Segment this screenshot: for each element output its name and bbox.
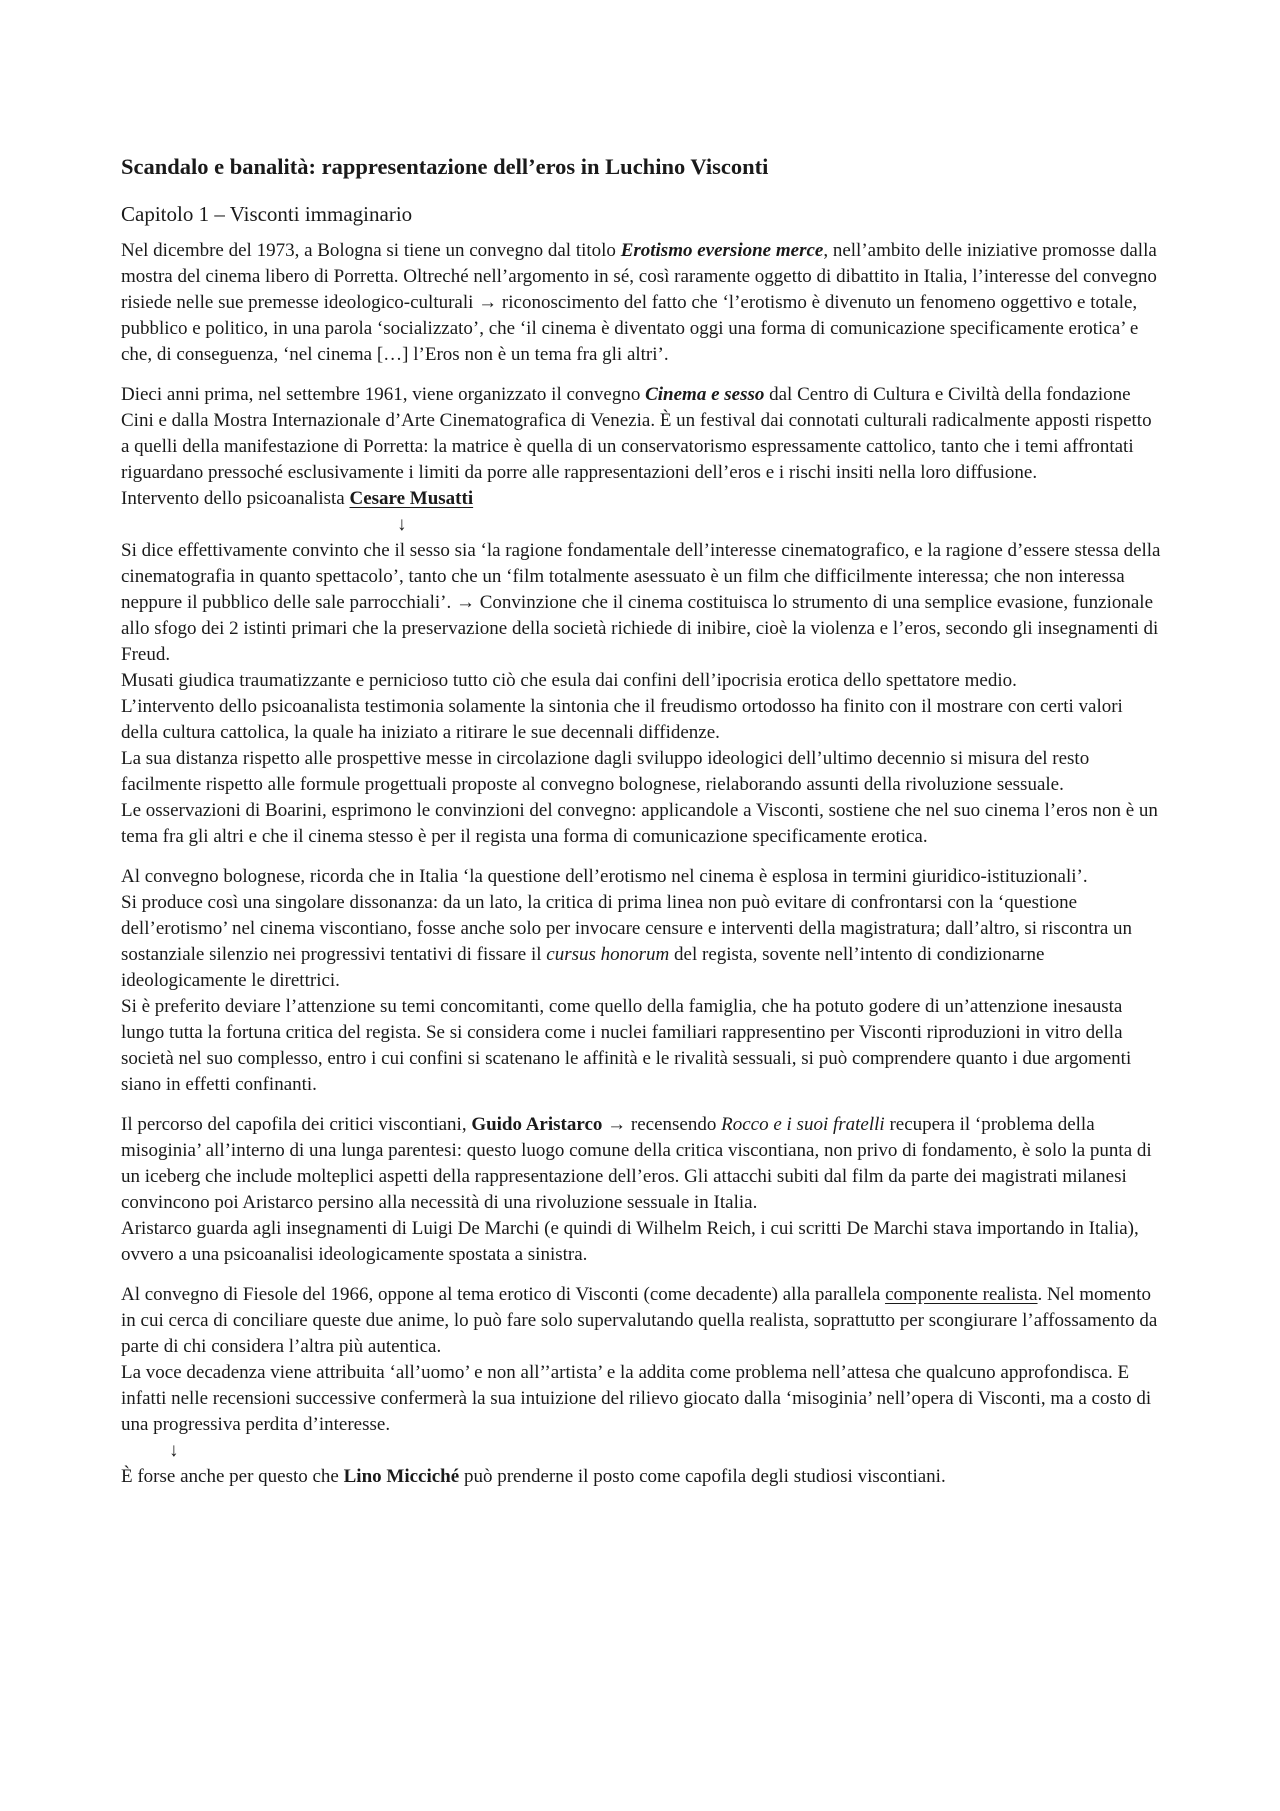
term-componente-realista: componente realista	[885, 1284, 1038, 1305]
conference-title-erotismo: Erotismo eversione merce	[620, 240, 824, 261]
down-arrow-icon-2: ↓	[169, 1440, 179, 1461]
paragraph-1: Nel dicembre del 1973, a Bologna si tiene un convegno dal titolo Erotismo eversione merce, nell’ambito delle iniziative promosse dalla mostra del cinema libero di Porretta. Oltreché nell’argomento in sé, così raramente oggetto di dibattito in Italia, l’interesse del convegno risiede nelle sue premesse ideologico-culturali → riconoscimento del fatto che ‘l’erotismo è divenuto un fenomeno oggettivo e totale, pubblico e politico, in una parola ‘socializzato’, che ‘il cinema è diventato oggi una forma di comunicazione specificamente erotica’ e che, di conseguenza, ‘nel cinema […] l’Eros non è un tema fra gli altri’.	[121, 240, 1157, 365]
paragraph-7: La sua distanza rispetto alle prospettive messe in circolazione dagli sviluppo ideologici dell’ultimo decennio si misura del resto facilmente rispetto alle formule progettuali proposte al convegno bolognese, rielaborando assunti della rivoluzione sessuale.	[121, 748, 1090, 795]
document-title: Scandalo e banalità: rappresentazione dell’eros in Luchino Visconti	[121, 154, 769, 179]
paragraph-15: La voce decadenza viene attribuita ‘all’uomo’ e non all’’artista’ e la addita come problema nell’attesa che qualcuno approfondisca. E infatti nelle recensioni successive confermerà la sua intuizione del rilievo giocato dalla ‘misoginia’ nell’opera di Visconti, ma a costo di una progressiva perdita d’interesse.	[121, 1362, 1152, 1435]
paragraph-9: Al convegno bolognese, ricorda che in Italia ‘la questione dell’erotismo nel cinema è esplosa in termini giuridico-istituzionali’.	[121, 866, 1088, 887]
paragraph-2: Dieci anni prima, nel settembre 1961, viene organizzato il convegno Cinema e sesso dal Centro di Cultura e Civiltà della fondazione Cini e dalla Mostra Internazionale d’Arte Cinematografica di Venezia. È un festival dai connotati culturali radicalmente apposti rispetto a quelli della manifestazione di Porretta: la matrice è quella di un conservatorismo espressamente cattolico, tanto che i temi affrontati riguardano pressoché esclusivamente i limiti da porre alle rappresentazioni dell’eros e i rischi insiti nella loro diffusione.	[121, 384, 1152, 483]
name-guido-aristarco: Guido Aristarco	[471, 1114, 603, 1135]
paragraph-10: Si produce così una singolare dissonanza: da un lato, la critica di prima linea non può evitare di confrontarsi con la ‘questione dell’erotismo’ nel cinema viscontiano, fosse anche solo per invocare censure e interventi della magistratura; dall’altro, si riscontra un sostanziale silenzio nei progressivi tentativi di fissare il cursus honorum del regista, sovente nell’intento di condizionarne ideologicamente le direttrici.	[121, 892, 1133, 991]
term-cursus-honorum: cursus honorum	[546, 944, 670, 965]
film-title-rocco: Rocco e i suoi fratelli	[721, 1114, 885, 1135]
paragraph-14: Al convegno di Fiesole del 1966, oppone al tema erotico di Visconti (come decadente) alla parallela componente realista. Nel momento in cui cerca di conciliare queste due anime, lo può fare solo supervalutando quella realista, soprattutto per scongiurare l’affossamento da parte di chi considera l’altra più autentica.	[121, 1284, 1158, 1357]
paragraph-4: Si dice effettivamente convinto che il sesso sia ‘la ragione fondamentale dell’interesse cinematografico, e la ragione d’essere stessa della cinematografia in quanto spettacolo’, tanto che un ‘film totalmente asessuato è un film che difficilmente interessa; che non interessa neppure il pubblico delle sale parrocchiali’. → Convinzione che il cinema costituisca lo strumento di una semplice evasione, funzionale allo sfogo dei 2 istinti primari che la preservazione della società richiede di inibire, cioè la violenza e l’eros, secondo gli insegnamenti di Freud.	[121, 540, 1161, 665]
paragraph-16: È forse anche per questo che Lino Micciché può prenderne il posto come capofila degli studiosi viscontiani.	[121, 1466, 946, 1487]
name-lino-micciche: Lino Micciché	[343, 1466, 460, 1487]
paragraph-5: Musati giudica traumatizzante e pernicioso tutto ciò che esula dai confini dell’ipocrisia erotica dello spettatore medio.	[121, 670, 1017, 691]
document-body	[121, 152, 1161, 1490]
name-cesare-musatti: Cesare Musatti	[349, 488, 474, 509]
paragraph-6: L’intervento dello psicoanalista testimonia solamente la sintonia che il freudismo ortodosso ha finito con il mostrare con certi valori della cultura cattolica, la quale ha iniziato a ritirare le sue decennali diffidenze.	[121, 696, 1123, 743]
down-arrow-icon: ↓	[397, 514, 407, 535]
paragraph-12: Il percorso del capofila dei critici viscontiani, Guido Aristarco → recensendo Rocco e i suoi fratelli recupera il ‘problema della misoginia’ all’interno di una lunga parentesi: questo luogo comune della critica viscontiana, non privo di fondamento, è solo la punta di un iceberg che include molteplici aspetti della rappresentazione dell’eros. Gli attacchi subiti dal film da parte dei magistrati milanesi convincono poi Aristarco persino alla necessità di una rivoluzione sessuale in Italia.	[121, 1114, 1152, 1213]
paragraph-11: Si è preferito deviare l’attenzione su temi concomitanti, come quello della famiglia, che ha potuto godere di un’attenzione inesausta lungo tutta la fortuna critica del regista. Se si considera come i nuclei familiari rappresentino per Visconti riproduzioni in vitro della società nel suo complesso, entro i cui confini si scatenano le affinità e le rivalità sessuali, si può comprendere quanto i due argomenti siano in effetti confinanti.	[121, 996, 1132, 1095]
paragraph-8: Le osservazioni di Boarini, esprimono le convinzioni del convegno: applicandole a Visconti, sostiene che nel suo cinema l’eros non è un tema fra gli altri e che il cinema stesso è per il regista una forma di comunicazione specificamente erotica.	[121, 800, 1158, 847]
conference-title-cinema-sesso: Cinema e sesso	[645, 384, 765, 405]
chapter-heading: Capitolo 1 – Visconti immaginario	[121, 202, 413, 226]
paragraph-3: Intervento dello psicoanalista Cesare Musatti	[121, 488, 474, 509]
paragraph-13: Aristarco guarda agli insegnamenti di Luigi De Marchi (e quindi di Wilhelm Reich, i cui scritti De Marchi stava importando in Italia), ovvero a una psicoanalisi ideologicamente spostata a sinistra.	[121, 1218, 1139, 1265]
